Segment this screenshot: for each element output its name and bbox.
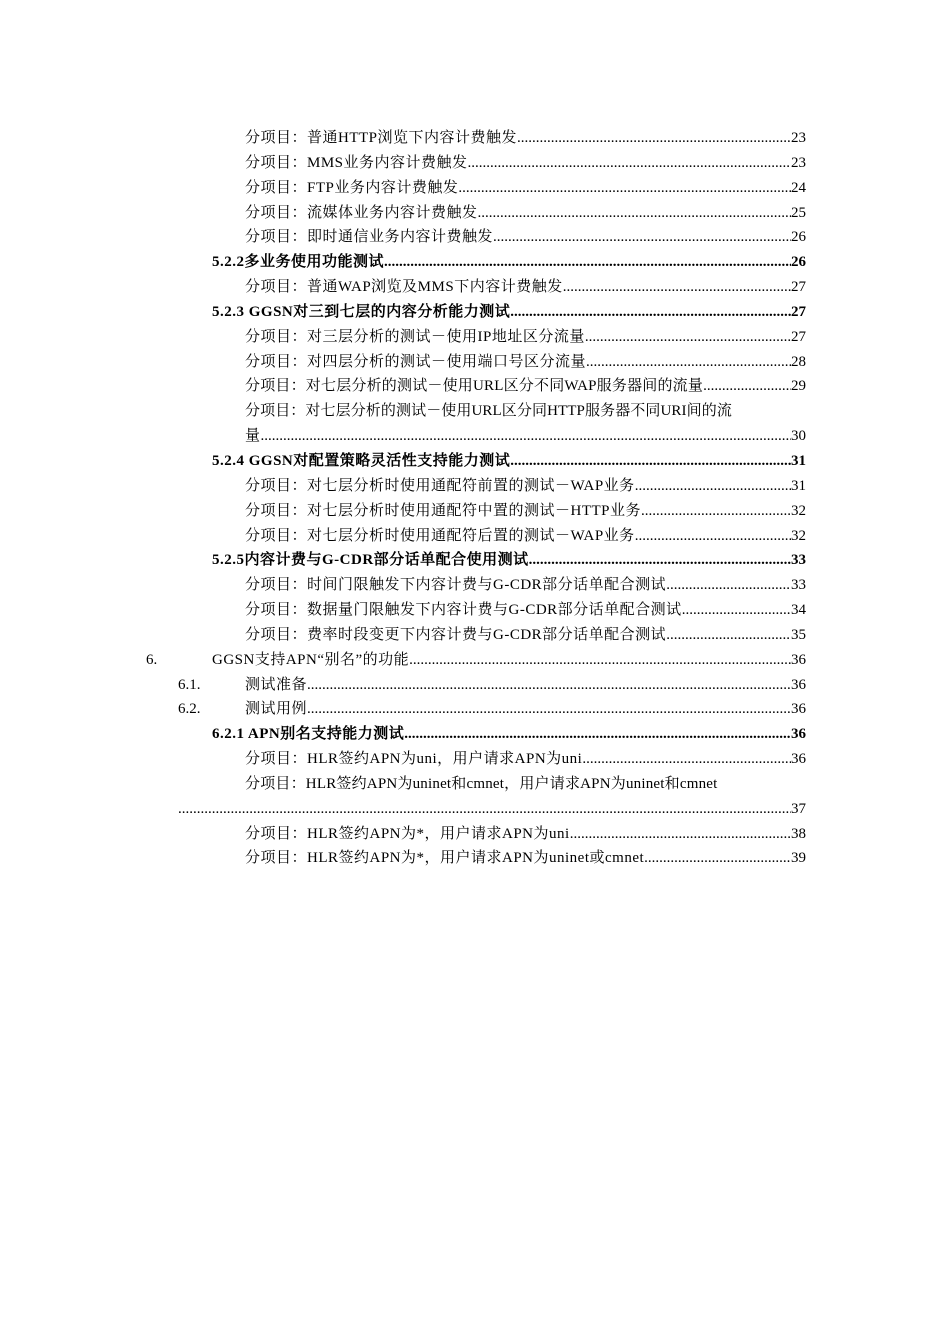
toc-entry-page: 23 <box>791 154 806 171</box>
toc-heading-entry[interactable] <box>0 548 950 573</box>
toc-section-entry[interactable] <box>0 697 950 722</box>
toc-entry-title: 分项目：时间门限触发下内容计费与G-CDR部分话单配合测试 <box>245 577 667 594</box>
dot-leader <box>307 697 791 722</box>
toc-entry[interactable] <box>0 623 950 648</box>
toc-entry-page: 27 <box>791 279 806 296</box>
dot-leader <box>404 722 791 747</box>
toc-entry-page: 35 <box>791 626 806 643</box>
toc-entry-page: 36 <box>791 726 806 743</box>
toc-entry-title: 分项目：对四层分析的测试－使用端口号区分流量 <box>245 353 587 370</box>
dot-leader <box>682 598 791 623</box>
toc-entry-title: 测试准备 <box>245 676 308 693</box>
dot-leader <box>666 623 791 648</box>
toc-entry-continuation[interactable] <box>0 424 950 449</box>
toc-entry-page: 24 <box>791 179 806 196</box>
toc-entry-page: 38 <box>791 825 806 842</box>
toc-entry-page: 26 <box>791 254 806 271</box>
toc-entry-page: 36 <box>791 701 806 718</box>
toc-heading-entry[interactable] <box>0 449 950 474</box>
toc-entry-page: 32 <box>791 502 806 519</box>
toc-entry-page: 31 <box>791 452 806 469</box>
dot-leader <box>478 201 791 226</box>
dot-leader <box>641 499 791 524</box>
toc-entry-title: 分项目：MMS业务内容计费触发 <box>245 154 468 171</box>
toc-entry-page: 33 <box>791 577 806 594</box>
toc-entry-title: 量 <box>245 428 261 445</box>
dot-leader <box>666 573 791 598</box>
toc-entry-title: 6.2.1 APN别名支持能力测试 <box>212 726 405 743</box>
toc-entry[interactable] <box>0 399 950 424</box>
toc-entry[interactable] <box>0 374 950 399</box>
toc-entry[interactable] <box>0 747 950 772</box>
dot-leader <box>585 325 791 350</box>
toc-entry-title: 分项目：对三层分析的测试－使用IP地址区分流量 <box>245 328 585 345</box>
table-of-contents <box>0 126 950 871</box>
toc-entry-title: 分项目：普通WAP浏览及MMS下内容计费触发 <box>245 279 563 296</box>
toc-entry-title: 测试用例 <box>245 701 308 718</box>
toc-entry-page: 29 <box>791 378 806 395</box>
toc-entry[interactable] <box>0 499 950 524</box>
toc-entry-page: 27 <box>791 303 806 320</box>
toc-entry-page: 27 <box>791 328 806 345</box>
toc-entry-title: 分项目：HLR签约APN为*，用户请求APN为uni <box>245 825 570 842</box>
toc-heading-entry[interactable] <box>0 250 950 275</box>
toc-entry[interactable] <box>0 846 950 871</box>
dot-leader <box>517 126 791 151</box>
toc-entry-title: 分项目：对七层分析的测试－使用URL区分同HTTP服务器不同URI间的流 <box>245 403 732 420</box>
toc-entry[interactable] <box>0 598 950 623</box>
toc-entry-title: 分项目：对七层分析的测试－使用URL区分不同WAP服务器间的流量 <box>245 378 704 395</box>
toc-section-entry[interactable] <box>0 673 950 698</box>
toc-entry-title: 5.2.5内容计费与G-CDR部分话单配合使用测试 <box>212 552 529 569</box>
toc-entry[interactable] <box>0 350 950 375</box>
toc-entry[interactable] <box>0 225 950 250</box>
dot-leader <box>635 474 791 499</box>
toc-entry-title: 分项目：流媒体业务内容计费触发 <box>245 204 478 221</box>
toc-entry-title: 分项目：HLR签约APN为*，用户请求APN为uninet或cmnet <box>245 850 645 867</box>
toc-entry-title: 分项目：对七层分析时使用通配符后置的测试－WAP业务 <box>245 527 635 544</box>
toc-entry-page: 30 <box>791 428 806 445</box>
dot-leader <box>384 250 791 275</box>
toc-entry[interactable] <box>0 772 950 797</box>
toc-entry-page: 39 <box>791 850 806 867</box>
toc-entry-page: 25 <box>791 204 806 221</box>
dot-leader <box>307 673 791 698</box>
toc-entry-page: 34 <box>791 602 806 619</box>
toc-chapter-entry[interactable] <box>0 648 950 673</box>
dot-leader <box>570 822 791 847</box>
dot-leader <box>582 747 791 772</box>
section-number: 6.1. <box>178 676 201 693</box>
toc-entry-page: 36 <box>791 751 806 768</box>
dot-leader <box>510 300 791 325</box>
toc-entry-title: 分项目：费率时段变更下内容计费与G-CDR部分话单配合测试 <box>245 626 667 643</box>
dot-leader <box>468 151 791 176</box>
toc-entry-title: 5.2.3 GGSN对三到七层的内容分析能力测试 <box>212 303 511 320</box>
dot-leader <box>586 350 791 375</box>
toc-entry-title: 分项目：HLR签约APN为uni，用户请求APN为uni <box>245 751 583 768</box>
toc-entry-title: 分项目：即时通信业务内容计费触发 <box>245 229 494 246</box>
toc-entry-title: 分项目：数据量门限触发下内容计费与G-CDR部分话单配合测试 <box>245 602 682 619</box>
dot-leader <box>635 524 791 549</box>
toc-entry-title: 分项目：对七层分析时使用通配符中置的测试－HTTP业务 <box>245 502 642 519</box>
dot-leader <box>493 225 791 250</box>
dot-leader <box>458 176 791 201</box>
dot-leader <box>644 846 791 871</box>
section-number: 6.2. <box>178 701 201 718</box>
toc-entry[interactable] <box>0 474 950 499</box>
toc-entry-page: 31 <box>791 477 806 494</box>
toc-entry[interactable] <box>0 151 950 176</box>
section-number: 6. <box>146 651 158 668</box>
toc-entry-page: 33 <box>791 552 806 569</box>
toc-heading-entry[interactable] <box>0 722 950 747</box>
toc-entry-title: 5.2.4 GGSN对配置策略灵活性支持能力测试 <box>212 452 511 469</box>
toc-entry-page: 36 <box>791 651 806 668</box>
dot-leader <box>178 797 791 822</box>
dot-leader <box>529 548 791 573</box>
toc-entry[interactable] <box>0 524 950 549</box>
toc-entry[interactable] <box>0 573 950 598</box>
toc-entry-page: 23 <box>791 130 806 146</box>
toc-entry[interactable] <box>0 325 950 350</box>
toc-entry-continuation[interactable] <box>0 797 950 822</box>
toc-entry[interactable] <box>0 275 950 300</box>
toc-entry-page: 26 <box>791 229 806 246</box>
dot-leader <box>703 374 791 399</box>
toc-entry-title: 分项目：FTP业务内容计费触发 <box>245 179 459 196</box>
dot-leader <box>409 648 791 673</box>
toc-entry-title: GGSN支持APN“别名”的功能 <box>212 651 410 668</box>
toc-entry-page: 28 <box>791 353 806 370</box>
toc-entry[interactable] <box>0 822 950 847</box>
toc-entry[interactable] <box>0 126 950 151</box>
toc-entry-title: 5.2.2多业务使用功能测试 <box>212 254 385 271</box>
toc-entry-page: 36 <box>791 676 806 693</box>
toc-heading-entry[interactable] <box>0 300 950 325</box>
dot-leader <box>510 449 791 474</box>
toc-entry-title: 分项目：HLR签约APN为uninet和cmnet，用户请求APN为uninet和cmnet <box>245 775 718 792</box>
toc-entry-page: 32 <box>791 527 806 544</box>
toc-entry-title: 分项目：对七层分析时使用通配符前置的测试－WAP业务 <box>245 477 635 494</box>
toc-entry-page: 37 <box>791 800 806 817</box>
dot-leader <box>261 424 791 449</box>
dot-leader <box>563 275 791 300</box>
toc-entry[interactable] <box>0 176 950 201</box>
toc-entry[interactable] <box>0 201 950 226</box>
toc-entry-title: 分项目：普通HTTP浏览下内容计费触发 <box>245 130 518 146</box>
